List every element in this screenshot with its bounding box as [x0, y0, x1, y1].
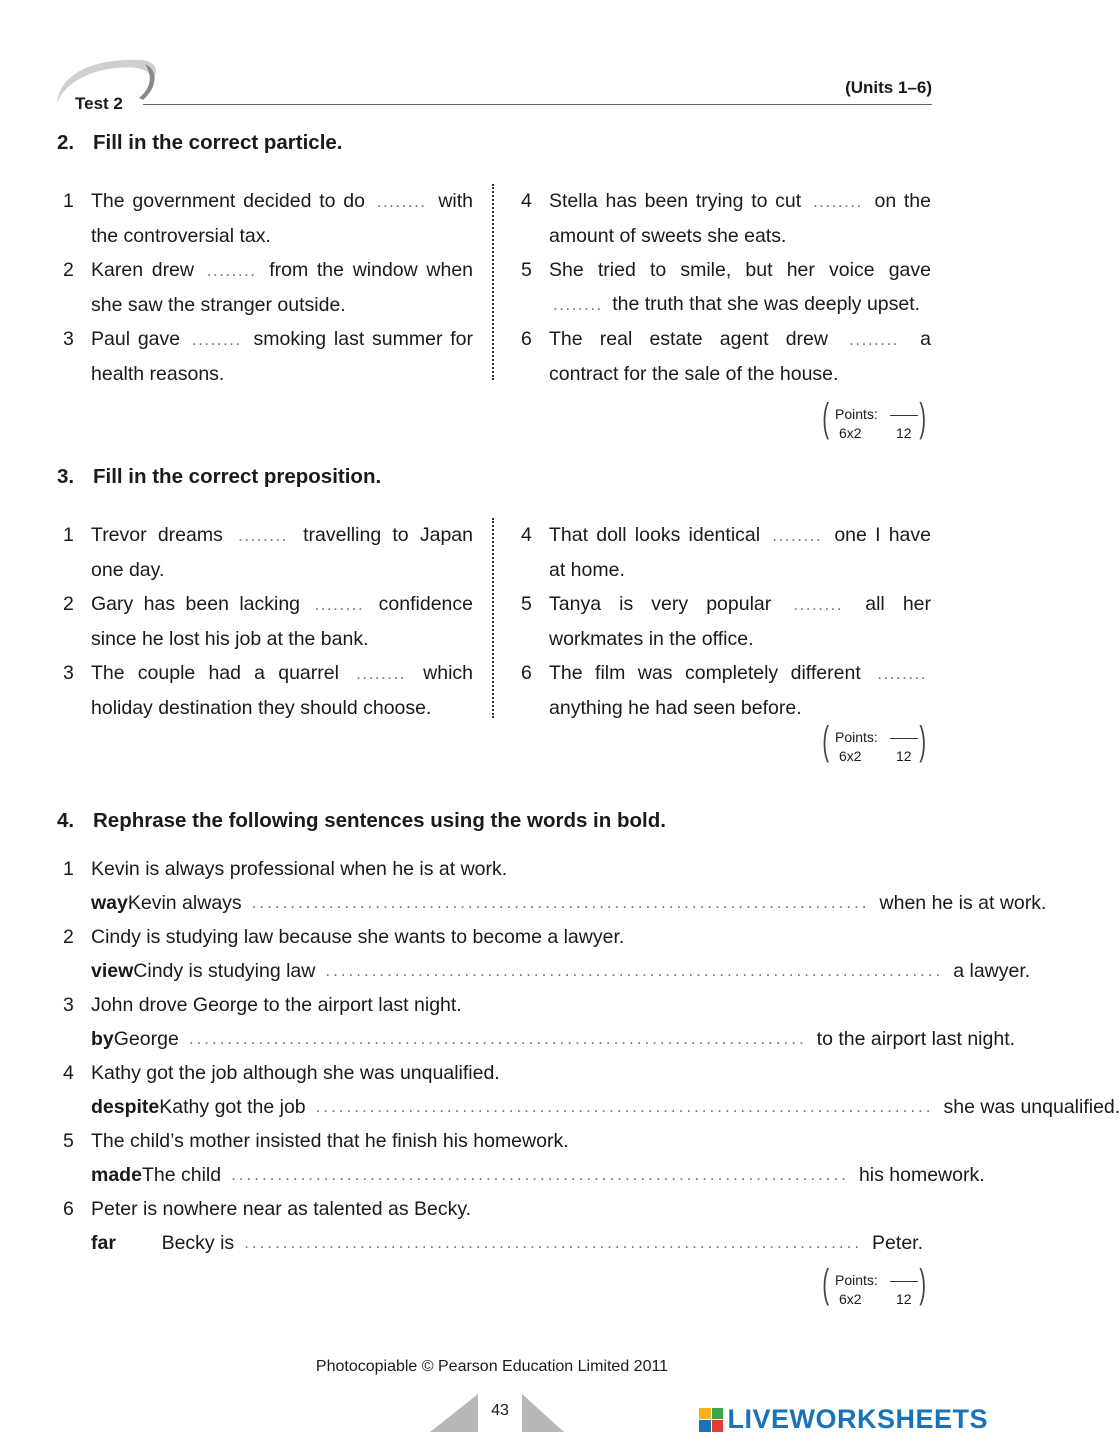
page-header [48, 48, 932, 113]
list-item: 1 Trevor dreams ........ travelling to Japan one day. [63, 518, 473, 587]
page-number: 43 [491, 1402, 509, 1419]
liveworksheets-logo-icon [699, 1408, 723, 1432]
answer-blank[interactable]: ................................................................................ [315, 1097, 934, 1116]
list-item: 3 Paul gave ........ smoking last summer for health reasons. [63, 322, 473, 391]
list-item: 2 Gary has been lacking ........ confidence since he lost his job at the bank. [63, 587, 473, 656]
answer-blank[interactable]: ................................................................................ [251, 893, 870, 912]
test-label: Test 2 [75, 94, 123, 113]
list-item: 3 John drove George to the airport last night. by George ................................................................................ to the airport last night. [63, 988, 923, 1056]
answer-blank[interactable]: ........ [191, 330, 242, 349]
list-item: 6 The real estate agent drew ........ a contract for the sale of the house. [521, 322, 931, 391]
list-item: 3 The couple had a quarrel ........ which holiday destination they should choose. [63, 656, 473, 725]
section-3-right-column [521, 518, 931, 725]
page-right-decoration-icon [520, 1392, 570, 1432]
column-divider [492, 518, 494, 718]
list-item: 5 The child’s mother insisted that he finish his homework. made The child ................................................................................ his homework. [63, 1124, 923, 1192]
list-item: 6 Peter is nowhere near as talented as Becky. far Becky is ................................................................................ Peter. [63, 1192, 923, 1260]
section-2-title: 2. Fill in the correct particle. [57, 131, 343, 154]
answer-blank[interactable]: ........ [849, 330, 899, 349]
answer-blank[interactable]: ........ [812, 192, 863, 211]
answer-blank[interactable]: ................................................................................ [325, 961, 944, 980]
answer-blank[interactable]: ........ [356, 664, 406, 683]
answer-blank[interactable]: ........ [553, 295, 603, 314]
answer-blank[interactable]: ................................................................................ [231, 1165, 849, 1184]
page-left-decoration-icon [430, 1392, 480, 1432]
section-3-title: 3. Fill in the correct preposition. [57, 465, 382, 488]
answer-blank[interactable]: ................................................................................ [188, 1029, 807, 1048]
points-box: ( Points: 6x2 12 ) [822, 719, 926, 764]
list-item: 6 The film was completely different ........ anything he had seen before. [521, 656, 931, 725]
copyright-footer: Photocopiable © Pearson Education Limited 2011 [315, 1358, 669, 1375]
list-item: 1 Kevin is always professional when he is at work. way Kevin always ................................................................................ when he is at work. [63, 852, 923, 920]
section-2-right-column [521, 184, 931, 391]
brand-text: LIVEWORKSHEETS [727, 1404, 988, 1434]
section-4-title: 4. Rephrase the following sentences using the words in bold. [57, 809, 666, 832]
test-badge [53, 66, 153, 113]
list-item: 4 That doll looks identical ........ one I have at home. [521, 518, 931, 587]
list-item: 4 Kathy got the job although she was unqualified. despite Kathy got the job ................................................................................ she was unqualified. [63, 1056, 923, 1124]
points-box: ( Points: 6x2 12 ) [822, 1262, 926, 1307]
header-divider [143, 104, 932, 105]
answer-blank[interactable]: ................................................................................ [244, 1233, 863, 1252]
points-box: ( Points: 6x2 12 ) [822, 396, 926, 441]
column-divider [492, 184, 494, 380]
list-item: 1 The government decided to do ........ with the controversial tax. [63, 184, 473, 253]
section-2-left-column [63, 184, 473, 391]
answer-blank[interactable]: ........ [314, 595, 365, 614]
answer-blank[interactable]: ........ [877, 664, 928, 683]
answer-blank[interactable]: ........ [238, 526, 288, 545]
rephrase-list [63, 852, 1120, 1260]
answer-blank[interactable]: ........ [376, 192, 427, 211]
answer-blank[interactable]: ........ [793, 595, 844, 614]
list-item: 5 Tanya is very popular ........ all her workmates in the office. [521, 587, 931, 656]
list-item: 5 She tried to smile, but her voice gave ........ the truth that she was deeply upset. [521, 253, 931, 322]
answer-blank[interactable]: ........ [206, 261, 257, 280]
section-3-left-column [63, 518, 473, 725]
list-item: 2 Karen drew ........ from the window when she saw the stranger outside. [63, 253, 473, 322]
brand-watermark [699, 1404, 988, 1435]
list-item: 2 Cindy is studying law because she wants to become a lawyer. view Cindy is studying law ................................................................................ a lawyer. [63, 920, 923, 988]
answer-blank[interactable]: ........ [772, 526, 823, 545]
units-label: (Units 1–6) [845, 78, 932, 97]
list-item: 4 Stella has been trying to cut ........ on the amount of sweets she eats. [521, 184, 931, 253]
